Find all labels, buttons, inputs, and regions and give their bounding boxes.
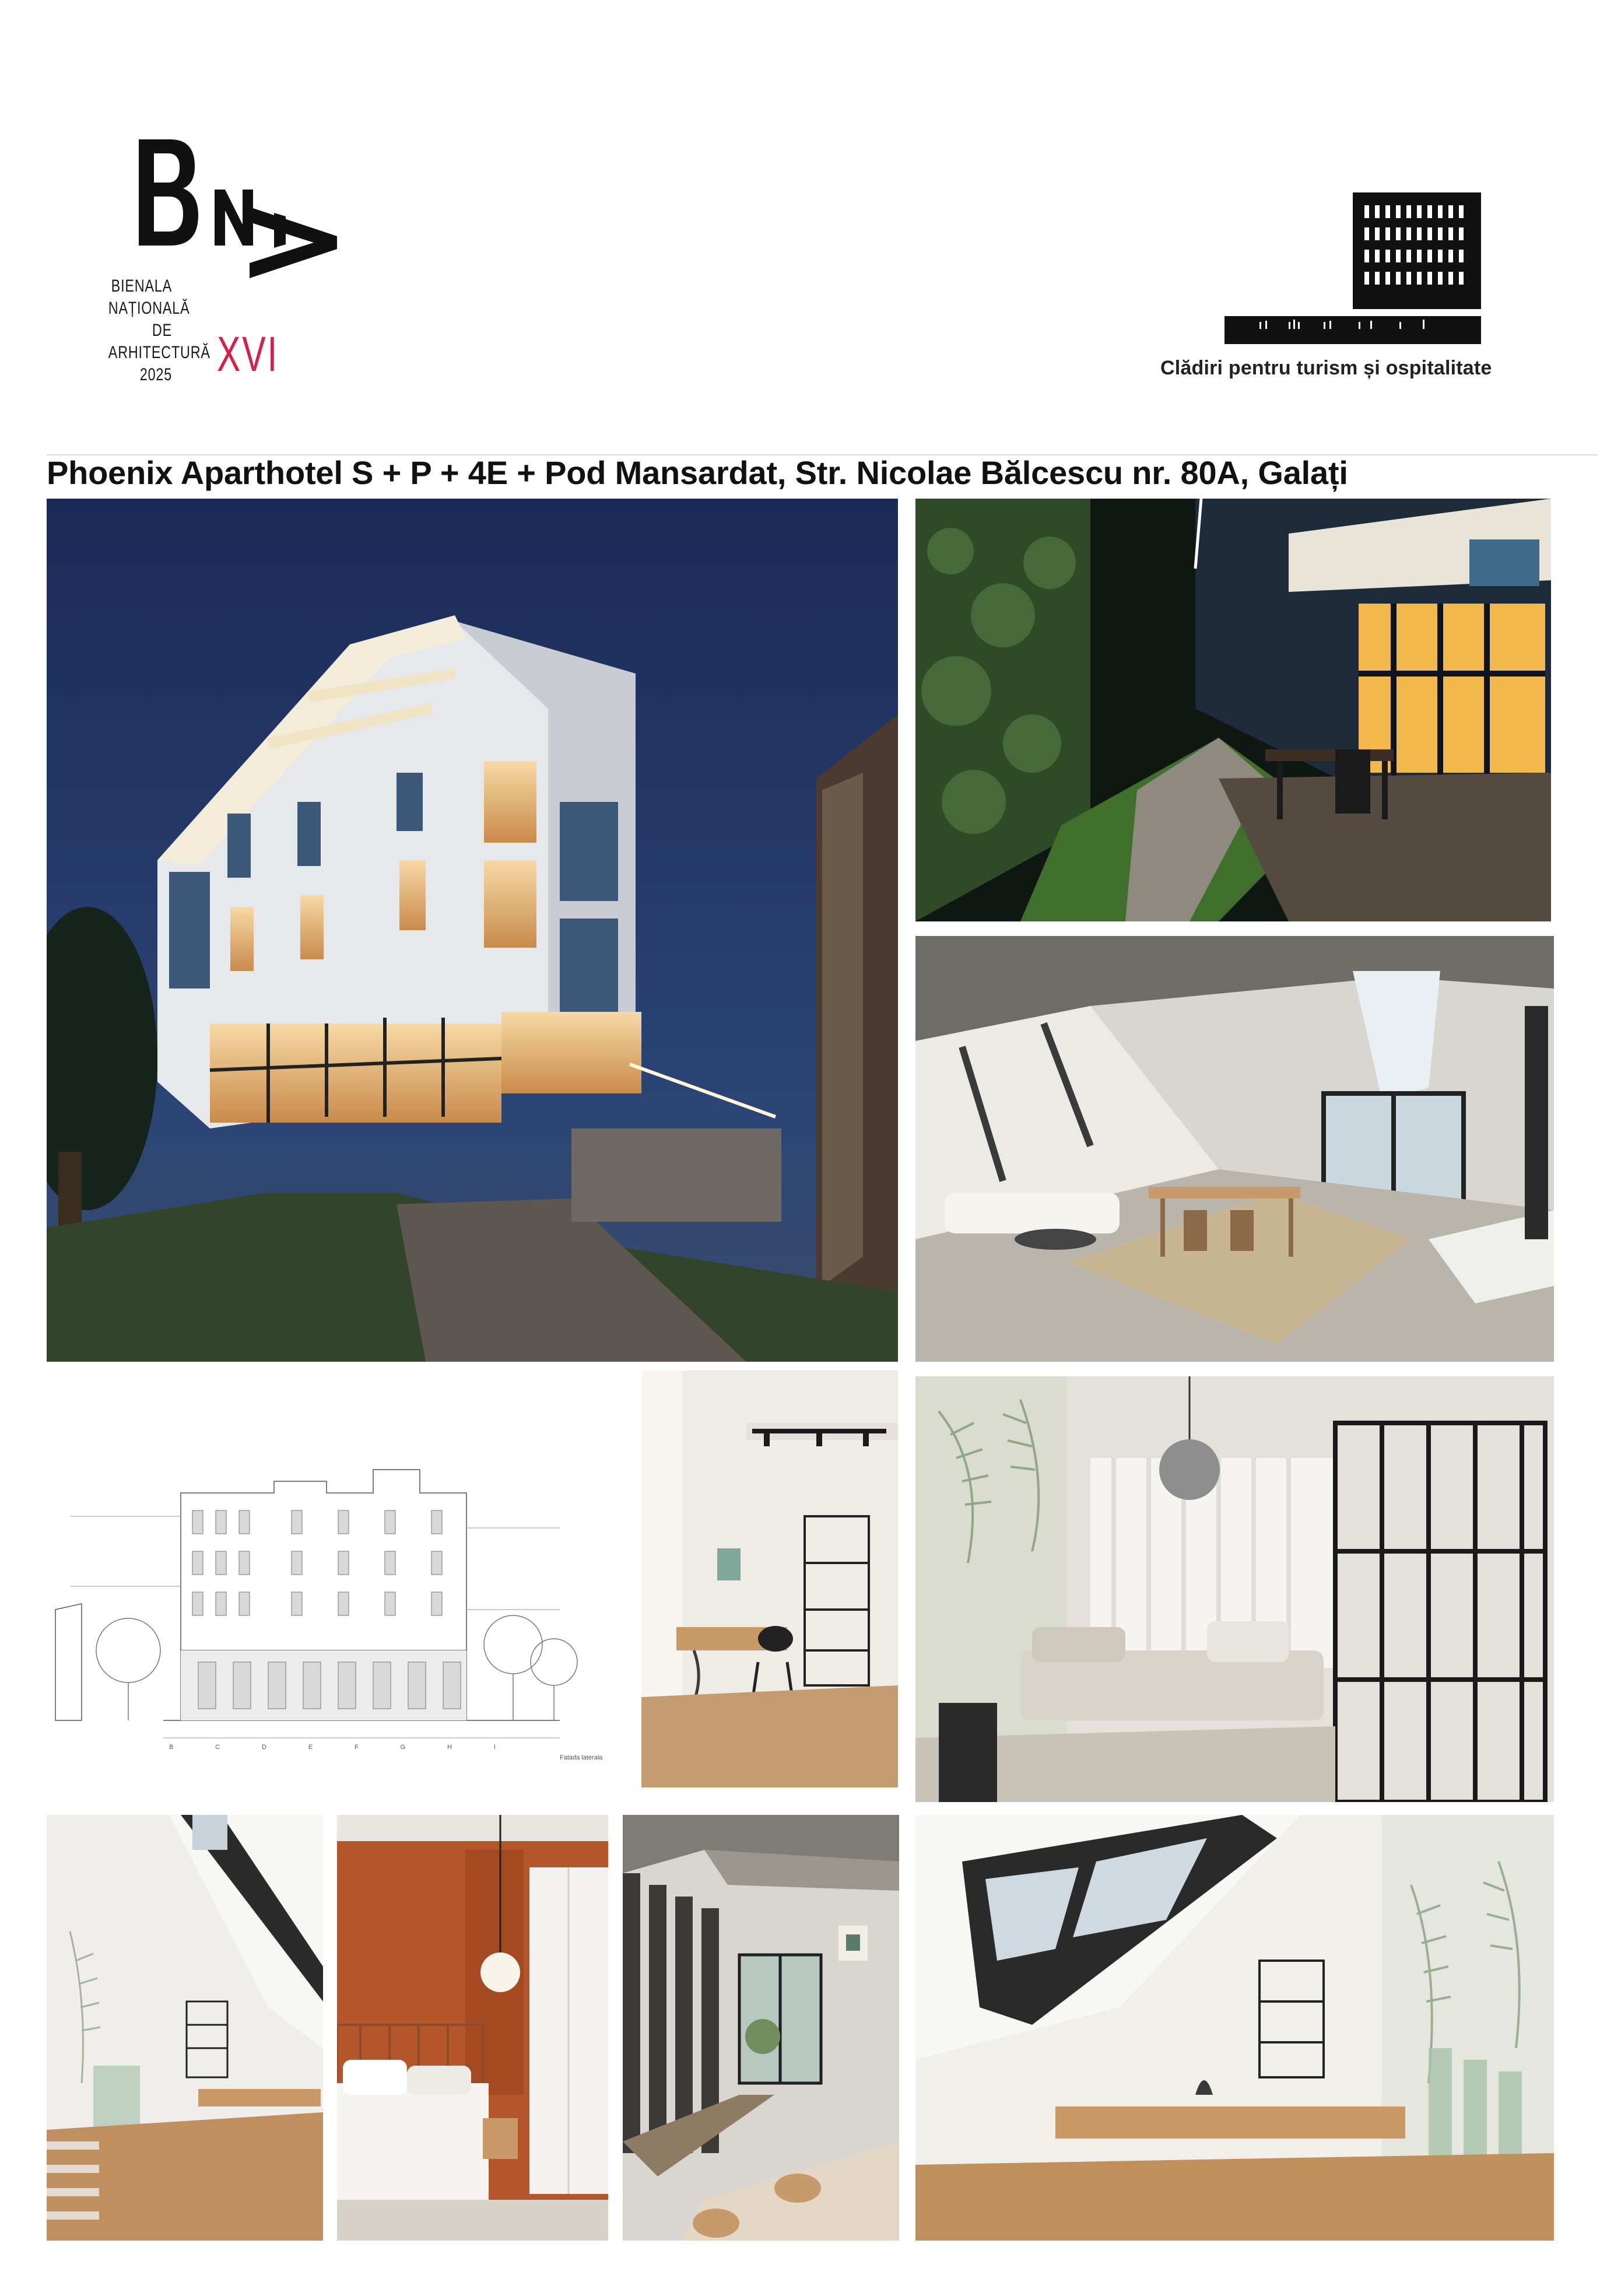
- axis-labels: [169, 1744, 496, 1751]
- bna-logo: [134, 137, 344, 289]
- axis-i: I: [493, 1744, 496, 1751]
- logo-line-1: BIENALA: [111, 276, 172, 296]
- axis-g: G: [400, 1744, 406, 1751]
- attic-living-room-photo: [915, 936, 1554, 1362]
- project-title: Phoenix Aparthotel S + P + 4E + Pod Mansardat, Str. Nicolae Bălcescu nr. 80A, Galați: [47, 454, 1348, 491]
- concrete-stair-dining-photo: [623, 1815, 899, 2241]
- axis-h: H: [447, 1744, 452, 1751]
- attic-skylight-desk-photo: [915, 1815, 1554, 2241]
- logo-line-2: NAȚIONALĂ: [108, 299, 190, 318]
- building-facade-icon: [1224, 192, 1487, 347]
- logo-line-4: ARHITECTURĂ: [108, 343, 210, 362]
- lounge-glass-partition-photo: [915, 1376, 1554, 1802]
- logo-line-3: DE: [152, 321, 172, 340]
- category-label: Clădiri pentru turism și ospitalitate: [1160, 357, 1492, 379]
- axis-c: C: [215, 1744, 220, 1751]
- bna-logo-mark: [134, 137, 344, 289]
- side-elevation-drawing: [47, 1376, 641, 1767]
- axis-f: F: [355, 1744, 359, 1751]
- axis-e: E: [308, 1744, 313, 1751]
- logo-line-5: 2025: [139, 365, 172, 384]
- drawing-caption: Fatada laterala: [560, 1754, 603, 1761]
- bedroom-copper-wall-photo: [337, 1815, 608, 2241]
- edition-label: XVI: [217, 327, 279, 381]
- axis-b: B: [169, 1744, 174, 1751]
- axis-d: D: [262, 1744, 266, 1751]
- courtyard-terrace-night-photo: [915, 499, 1551, 921]
- attic-stair-desk-photo: [47, 1815, 323, 2241]
- desk-workspace-photo: [641, 1370, 898, 1787]
- exterior-night-facade-photo: [47, 499, 898, 1362]
- bna-logo-text: [108, 275, 210, 386]
